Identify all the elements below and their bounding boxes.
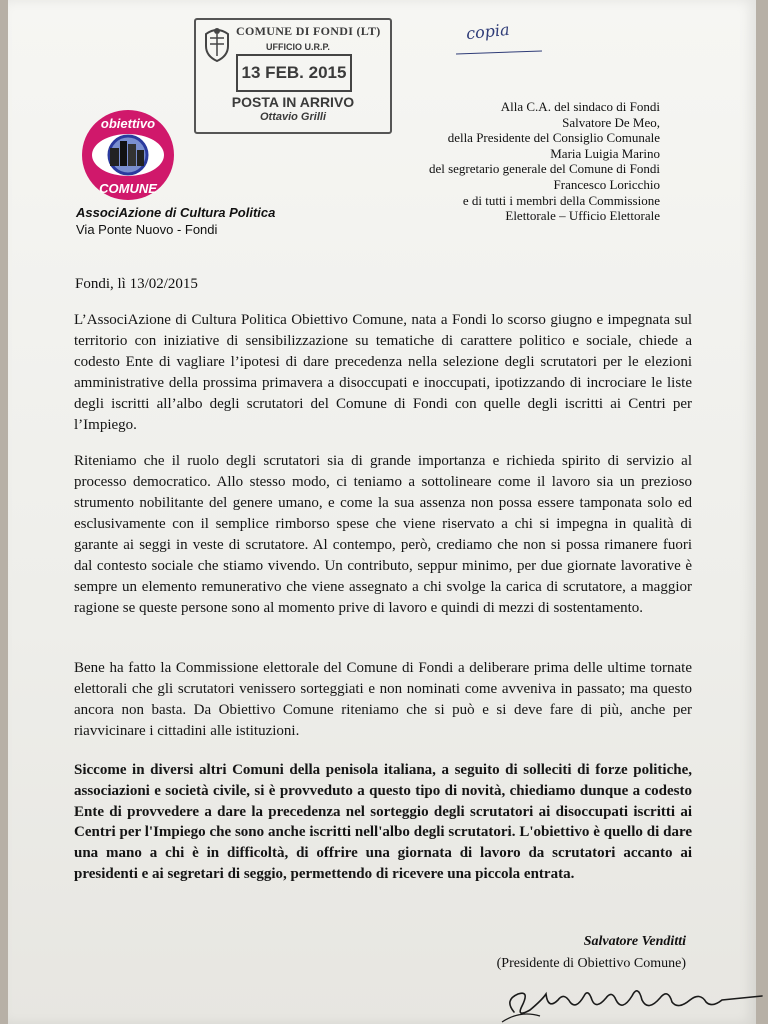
recipient-line: Alla C.A. del sindaco di Fondi — [500, 99, 660, 114]
handwritten-copia: copia — [465, 19, 511, 44]
body-paragraph: L’AssociAzione di Cultura Politica Obiettivo Comune, nata a Fondi lo scorso giugno e impegnata sul territorio con iniziative di sensibilizzazione su tematiche di carattere politico e sociale, chiede a codesto Ente di vagliare l’ipotesi di dare precedenza nella selezione degli scrutatori per le elezioni amministrative della prossima primavera a disoccupati e inoccupati, ipotizzando di incrociare le liste degli iscritti all’albo degli scrutatori del Comune di Fondi con quelle degli iscritti ai Centri per l’Impiego. — [74, 312, 692, 433]
obiettivo-comune-logo — [80, 108, 176, 202]
protocol-stamp — [194, 18, 392, 134]
date-line: Fondi, lì 13/02/2015 — [75, 276, 198, 292]
recipient-line: del segretario generale del Comune di Fondi — [428, 161, 660, 177]
recipient-line: Francesco Loricchio — [553, 176, 660, 192]
stamp-comune: COMUNE DI FONDI (LT) — [236, 24, 381, 38]
recipient-line: Salvatore De Meo, — [562, 114, 660, 130]
signer-role: (Presidente di Obiettivo Comune) — [496, 956, 686, 971]
recipient-line: Elettorale – Ufficio Elettorale — [505, 208, 660, 224]
logo-text-bottom: COMUNE — [99, 181, 157, 196]
coat-of-arms-icon — [202, 26, 232, 62]
stamp-date: 13 FEB. 2015 — [236, 54, 352, 92]
logo-text-top: obiettivo — [100, 116, 156, 131]
recipient-line: e di tutti i membri della Commissione — [462, 192, 660, 208]
recipient-line: della Presidente del Consiglio Comunale — [447, 130, 660, 146]
recipients-block — [429, 99, 660, 224]
sender-name: AssociAzione di Cultura Politica — [76, 205, 276, 220]
body-paragraph-bold: Siccome in diversi altri Comuni della penisola italiana, a seguito di solleciti di forze politiche, associazioni e società civile, si è provveduto a questo tipo di novità, chiediamo dunque a codesto Ente di provvedere a dare la precedenza nel sorteggio degli scrutatori ai disoccupati iscritti ai Centri per l'Impiego che sono anche iscritti nell'albo degli scrutatori. L'obiettivo è quello di dare una mano a chi è in difficoltà, di offrire una giornata di lavoro da scrutatori accanto ai presidenti e ai segretari di seggio, permettendo di ricevere una piccola entrata. — [74, 762, 692, 882]
sender-address: Via Ponte Nuovo - Fondi — [76, 222, 218, 237]
signer-name: Salvatore Venditti — [583, 934, 686, 949]
stamp-nome: Ottavio Grilli — [259, 111, 326, 123]
stamp-ufficio: UFFICIO U.R.P. — [266, 42, 330, 52]
body-paragraph: Riteniamo che il ruolo degli scrutatori sia di grande importanza e richieda spirito di servizio al processo democratico. Allo stesso modo, ci teniamo a sottolineare come il lavoro sia un prezioso strumento nobilitante del genere umano, e come la sua assenza non possa essere tamponata solo ed esclusivamente con il semplice rimborso spese che viene riservato a chi si impegna in qualità di garante ai seggi in veste di scrutatore. Al contempo, però, crediamo che non si possa rimanere fuori dal contesto sociale che stiamo vivendo. Un contributo, seppur minimo, per due giornate lavorative è sempre un elemento remunerativo che viene assegnato a chi svolge la carica di scrutatore, a maggior ragione se queste persone sono al momento prive di lavoro e quindi di mezzi di sostentamento. — [74, 453, 692, 616]
recipient-line: Maria Luigia Marino — [550, 145, 660, 161]
handwritten-underline — [456, 50, 542, 54]
stamp-posta: POSTA IN ARRIVO — [231, 94, 355, 110]
handwritten-signature — [500, 970, 768, 1024]
letter-sheet — [8, 0, 756, 1024]
body-paragraph: Bene ha fatto la Commissione elettorale del Comune di Fondi a deliberare prima delle ultime tornate elettorali che gli scrutatori venissero sorteggiati e non nominati come avveniva in passato; ma questo ancora non basta. Da Obiettivo Comune riteniamo che si può e si deve fare di più, anche per riavvicinare i cittadini alle istituzioni. — [74, 660, 692, 739]
